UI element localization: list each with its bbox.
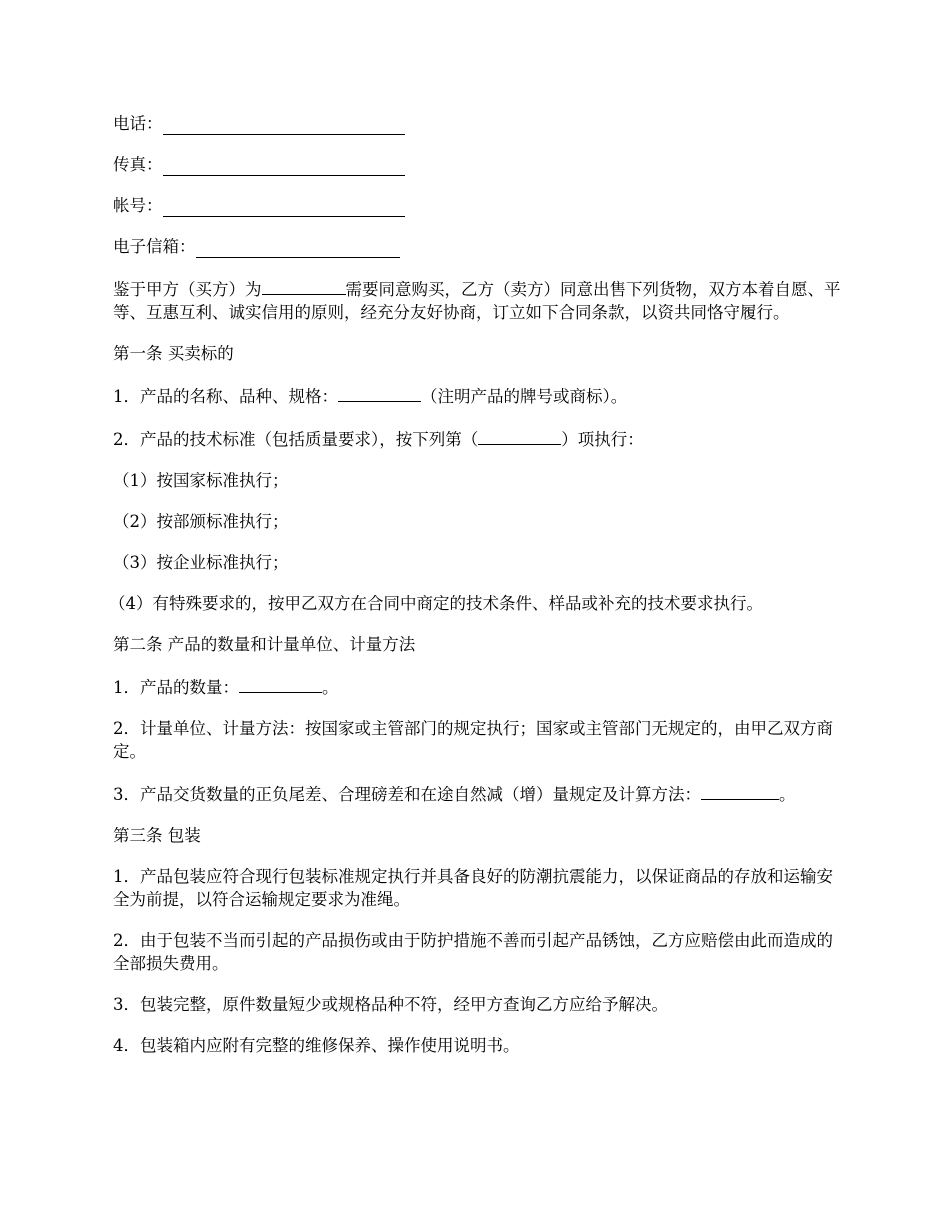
intro-paragraph — [113, 276, 843, 324]
article3-title: 第三条 包装 — [113, 826, 201, 845]
tolerance-blank-b[interactable] — [765, 781, 779, 800]
intro-part2: 需要同意购买，乙方（卖方）同意出售下列货物，双方本着自愿、平等、互惠互利、诚实信用的原则，经充分友好协商，订立如下合同条款，以资共同恪守履行。 — [113, 280, 841, 322]
phone-label: 电话： — [113, 114, 163, 133]
article2-item1-suffix: 。 — [322, 678, 339, 697]
intro-part1: 鉴于甲方（买方）为 — [113, 280, 262, 299]
account-blank[interactable] — [163, 198, 405, 217]
article3-item4: 4．包装箱内应附有完整的维修保养、操作使用说明书。 — [113, 1036, 520, 1055]
article2-title: 第二条 产品的数量和计量单位、计量方法 — [113, 635, 416, 654]
article1-item2-prefix: 2．产品的技术标准（包括质量要求），按下列第（ — [113, 430, 479, 449]
article1-item1-suffix: （注明产品的牌号或商标）。 — [421, 387, 628, 406]
article3-item3: 3．包装完整，原件数量短少或规格品种不符，经甲方查询乙方应给予解决。 — [113, 995, 668, 1014]
article1-option2: （2）按部颁标准执行； — [113, 512, 289, 531]
article2-item3-prefix: 3．产品交货数量的正负尾差、合理磅差和在途自然减（增）量规定及计算方法： — [113, 785, 701, 804]
email-blank[interactable] — [196, 239, 400, 258]
tolerance-blank-a[interactable] — [701, 781, 765, 800]
article2-item3 — [113, 781, 843, 806]
product-name-blank[interactable] — [338, 383, 421, 402]
buyer-purpose-blank[interactable] — [262, 276, 346, 295]
contract-page — [109, 112, 843, 1075]
article1-item2 — [113, 426, 843, 451]
article2-item2: 2．计量单位、计量方法：按国家或主管部门的规定执行；国家或主管部门无规定的，由甲乙双方商定。 — [113, 719, 833, 761]
article2-item1 — [113, 674, 843, 699]
account-label: 帐号： — [113, 196, 163, 215]
article3-item1: 1．产品包装应符合现行包装标准规定执行并具备良好的防潮抗震能力，以保证商品的存放和运输安全为前提，以符合运输规定要求为准绳。 — [113, 867, 833, 909]
fax-blank[interactable] — [163, 157, 405, 176]
article2-item1-prefix: 1．产品的数量： — [113, 678, 239, 697]
email-label: 电子信箱： — [113, 237, 196, 256]
standard-option-blank[interactable] — [478, 426, 561, 445]
article1-title: 第一条 买卖标的 — [113, 344, 234, 363]
article1-option1: （1）按国家标准执行； — [113, 471, 289, 490]
phone-blank[interactable] — [163, 116, 405, 135]
article1-option3: （3）按企业标准执行； — [113, 553, 289, 572]
quantity-blank[interactable] — [239, 674, 322, 693]
account-field-row — [113, 194, 843, 217]
phone-field-row — [113, 112, 843, 135]
email-field-row — [113, 235, 843, 258]
article1-item2-suffix: ）项执行： — [561, 430, 644, 449]
article1-item1-prefix: 1．产品的名称、品种、规格： — [113, 387, 338, 406]
article2-item3-suffix: 。 — [779, 785, 796, 804]
article3-item2: 2．由于包装不当而引起的产品损伤或由于防护措施不善而引起产品锈蚀，乙方应赔偿由此而造成的全部损失费用。 — [113, 931, 833, 973]
article1-option4: （4）有特殊要求的，按甲乙双方在合同中商定的技术条件、样品或补充的技术要求执行。 — [109, 594, 763, 613]
fax-label: 传真： — [113, 155, 163, 174]
article1-item1 — [113, 383, 843, 408]
fax-field-row — [113, 153, 843, 176]
